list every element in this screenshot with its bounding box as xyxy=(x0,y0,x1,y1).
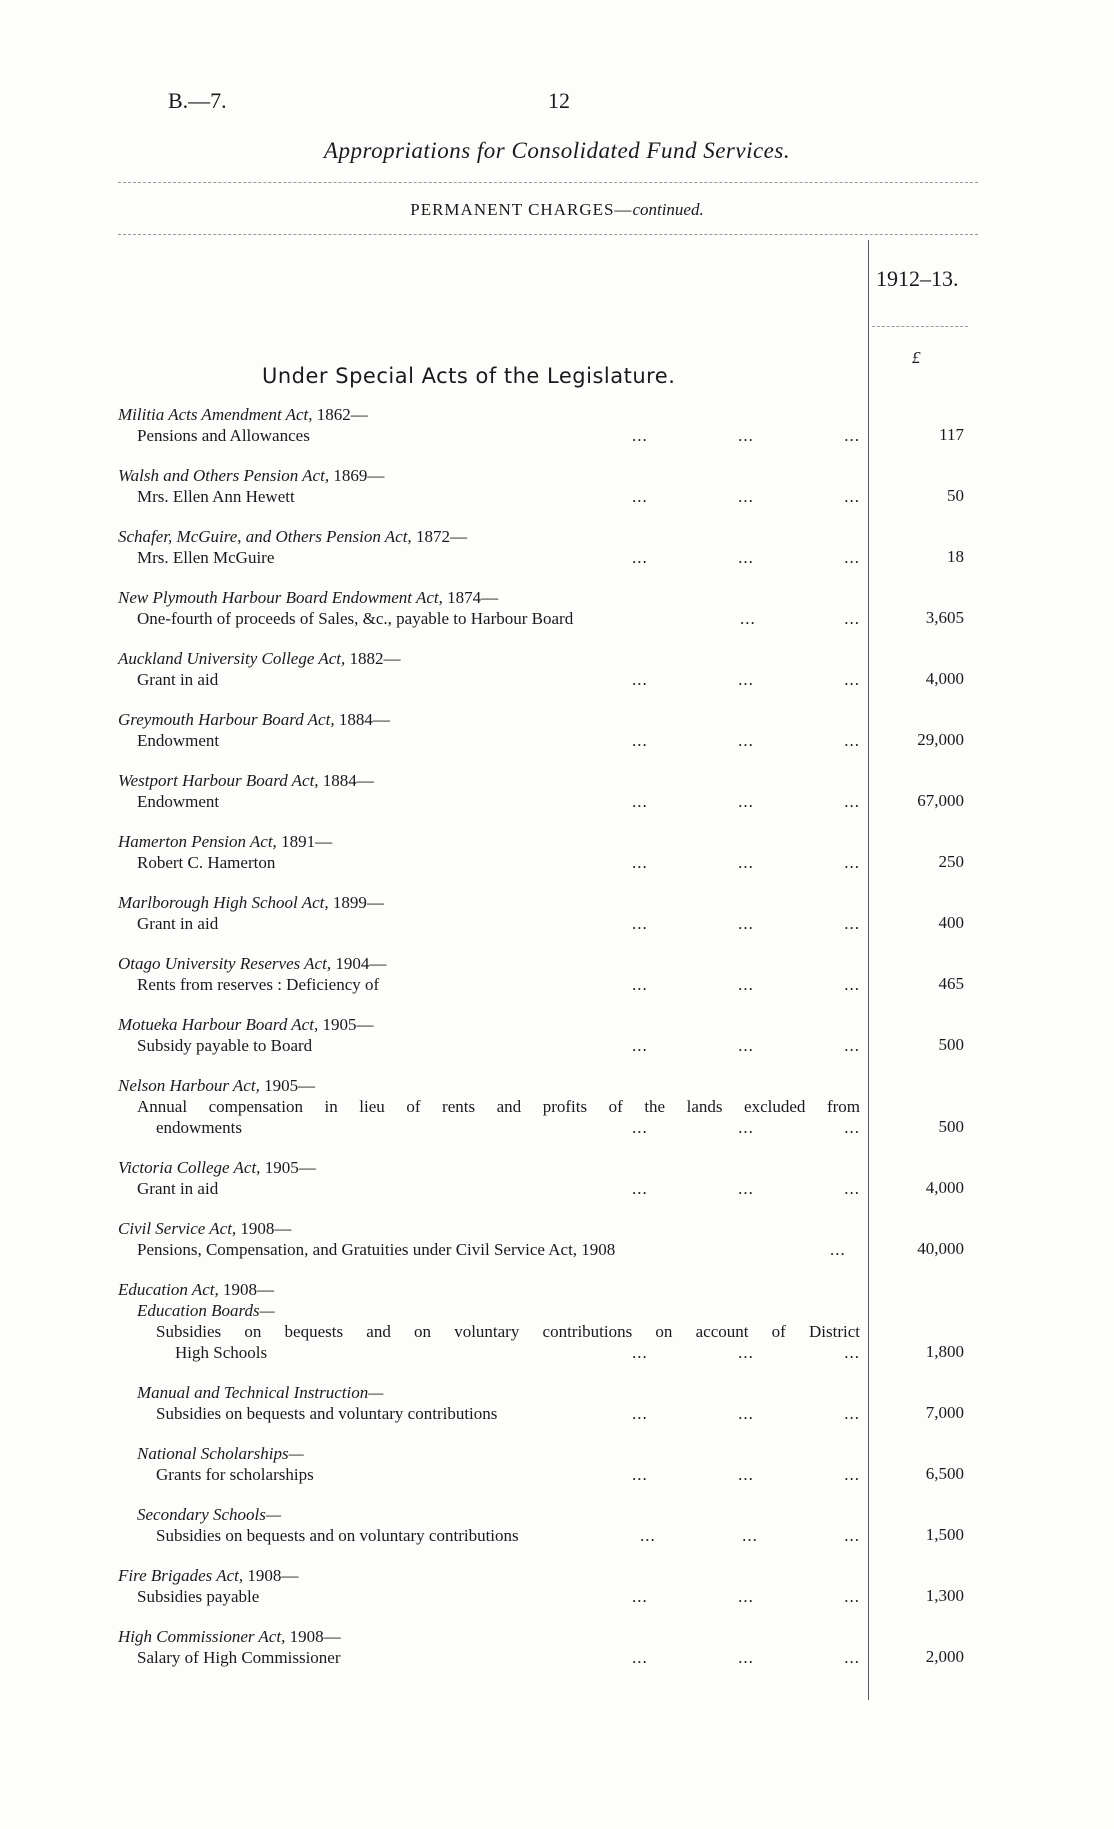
leader-dots: ... ... ... xyxy=(632,1118,860,1137)
act-title xyxy=(118,709,860,730)
page-subtitle xyxy=(0,200,1114,220)
act-title xyxy=(118,1279,860,1300)
leader-dots: ... ... ... xyxy=(632,1343,860,1362)
amount: 400 xyxy=(938,913,964,932)
sub-heading: Manual and Technical Instruction— xyxy=(137,1383,384,1402)
act-title xyxy=(118,1075,860,1096)
year-column-header: 1912–13. xyxy=(876,266,959,291)
leader-dots: ... ... ... xyxy=(632,1179,860,1198)
act-year: 1884— xyxy=(338,710,390,729)
leader-dots: ... ... ... xyxy=(632,914,860,933)
act-year: 1904— xyxy=(335,954,387,973)
act-name: Auckland University College Act, xyxy=(118,649,346,668)
appropriation-entry xyxy=(118,1504,860,1546)
item-text: Subsidies payable xyxy=(137,1587,260,1606)
act-title xyxy=(118,892,860,913)
act-year: 1874— xyxy=(447,588,499,607)
act-title xyxy=(118,1157,860,1178)
item-text: Mrs. Ellen Ann Hewett xyxy=(137,487,295,506)
leader-dots: ... ... ... xyxy=(632,548,860,567)
leader-dots: ... ... ... xyxy=(632,731,860,750)
subtitle-rule xyxy=(118,234,978,235)
pound-sign: £ xyxy=(912,348,921,367)
leader-dots: ... ... ... xyxy=(632,792,860,811)
amount: 1,500 xyxy=(925,1525,964,1544)
leader-dots: ... ... ... xyxy=(632,487,860,506)
item-text: Grant in aid xyxy=(137,914,219,933)
subtitle-continued: continued. xyxy=(632,200,704,219)
act-name: Otago University Reserves Act, xyxy=(118,954,332,973)
item-text: Salary of High Commissioner xyxy=(137,1648,341,1667)
act-year: 1884— xyxy=(322,771,374,790)
act-year: 1899— xyxy=(332,893,384,912)
act-title xyxy=(118,526,860,547)
act-title xyxy=(118,770,860,791)
amount: 500 xyxy=(938,1117,964,1136)
appropriation-entry xyxy=(118,1075,860,1138)
item-text: Robert C. Hamerton xyxy=(137,853,276,872)
act-name: Schafer, McGuire, and Others Pension Act, xyxy=(118,527,412,546)
act-name: New Plymouth Harbour Board Endowment Act, xyxy=(118,588,443,607)
appropriation-entry xyxy=(118,709,860,751)
act-year: 1908— xyxy=(289,1627,341,1646)
act-name: Marlborough High School Act, xyxy=(118,893,329,912)
item-text: Pensions, Compensation, and Gratuities under Civil Service Act, 1908 xyxy=(137,1240,616,1259)
appropriation-entry xyxy=(118,1565,860,1607)
page-title: Appropriations for Consolidated Fund Services. xyxy=(323,138,791,163)
act-title xyxy=(118,831,860,852)
act-name: High Commissioner Act, xyxy=(118,1627,286,1646)
act-name: Nelson Harbour Act, xyxy=(118,1076,260,1095)
item-text: One-fourth of proceeds of Sales, &c., payable to Harbour Board xyxy=(137,609,574,628)
amount: 40,000 xyxy=(917,1239,964,1258)
section-title: Under Special Acts of the Legislature. xyxy=(262,364,676,388)
act-name: Civil Service Act, xyxy=(118,1219,237,1238)
act-name: Education Act, xyxy=(118,1280,219,1299)
act-title xyxy=(118,404,860,425)
item-text: Subsidies on bequests and on voluntary contributions xyxy=(156,1526,519,1545)
leader-dots: ... ... ... xyxy=(632,1465,860,1484)
item-text: Subsidy payable to Board xyxy=(137,1036,313,1055)
item-text: Grants for scholarships xyxy=(156,1465,314,1484)
act-title xyxy=(118,465,860,486)
act-year: 1891— xyxy=(281,832,333,851)
page-reference: B.—7. xyxy=(168,88,227,113)
item-text: Rents from reserves : Deficiency of xyxy=(137,975,380,994)
item-text: Subsidies on bequests and on voluntary contributions on account of District xyxy=(156,1322,860,1341)
act-title xyxy=(118,648,860,669)
subtitle-main: PERMANENT CHARGES— xyxy=(410,200,633,219)
item-text: Grant in aid xyxy=(137,1179,219,1198)
act-title xyxy=(118,1626,860,1647)
leader-dots: ... ... ... xyxy=(640,1526,860,1545)
amount: 3,605 xyxy=(925,608,964,627)
amount: 18 xyxy=(947,547,964,566)
act-title xyxy=(118,953,860,974)
act-name: Fire Brigades Act, xyxy=(118,1566,244,1585)
appropriation-entry xyxy=(118,587,860,629)
appropriation-entry xyxy=(118,1626,860,1668)
item-text: Subsidies on bequests and voluntary contributions xyxy=(156,1404,498,1423)
act-name: Westport Harbour Board Act, xyxy=(118,771,319,790)
appropriation-entry xyxy=(118,1218,860,1260)
act-year: 1905— xyxy=(264,1158,316,1177)
amount: 7,000 xyxy=(925,1403,964,1422)
leader-dots: ... ... ... xyxy=(632,853,860,872)
appropriation-entry xyxy=(118,1443,860,1485)
item-text: Grant in aid xyxy=(137,670,219,689)
amount: 2,000 xyxy=(925,1647,964,1666)
amount: 67,000 xyxy=(917,791,964,810)
act-name: Victoria College Act, xyxy=(118,1158,261,1177)
appropriation-entry xyxy=(118,1382,860,1424)
amount: 4,000 xyxy=(925,1178,964,1197)
appropriation-entry xyxy=(118,648,860,690)
sub-heading: National Scholarships— xyxy=(137,1444,304,1463)
leader-dots: ... ... ... xyxy=(632,1036,860,1055)
year-rule xyxy=(872,326,968,327)
appropriation-entry xyxy=(118,465,860,507)
amount: 500 xyxy=(938,1035,964,1054)
item-text: Endowment xyxy=(137,731,220,750)
act-year: 1869— xyxy=(333,466,385,485)
leader-dots: ... ... ... xyxy=(632,670,860,689)
leader-dots: ... ... ... xyxy=(632,1587,860,1606)
act-name: Greymouth Harbour Board Act, xyxy=(118,710,335,729)
act-year: 1908— xyxy=(222,1280,274,1299)
item-text-continued: High Schools xyxy=(175,1343,268,1362)
appropriation-entry xyxy=(118,831,860,873)
act-year: 1862— xyxy=(316,405,368,424)
act-year: 1908— xyxy=(247,1566,299,1585)
act-year: 1905— xyxy=(264,1076,316,1095)
act-year: 1872— xyxy=(415,527,467,546)
appropriation-entry xyxy=(118,526,860,568)
act-name: Walsh and Others Pension Act, xyxy=(118,466,330,485)
column-divider xyxy=(868,240,869,1700)
amount: 29,000 xyxy=(917,730,964,749)
act-name: Militia Acts Amendment Act, xyxy=(118,405,313,424)
act-year: 1908— xyxy=(240,1219,292,1238)
leader-dots: ... ... xyxy=(740,609,860,628)
appropriation-entry xyxy=(118,1014,860,1056)
leader-dots: ... ... ... xyxy=(632,975,860,994)
leader-dots: ... ... ... xyxy=(632,426,860,445)
act-title xyxy=(118,1014,860,1035)
appropriation-entry xyxy=(118,1279,860,1363)
appropriation-entry xyxy=(118,770,860,812)
appropriation-entry xyxy=(118,1157,860,1199)
act-name: Motueka Harbour Board Act, xyxy=(118,1015,319,1034)
amount: 1,800 xyxy=(925,1342,964,1361)
act-title xyxy=(118,1218,860,1239)
act-title xyxy=(118,587,860,608)
sub-heading: Secondary Schools— xyxy=(137,1505,282,1524)
amount: 4,000 xyxy=(925,669,964,688)
title-rule xyxy=(118,182,978,183)
act-title xyxy=(118,1565,860,1586)
appropriation-entry xyxy=(118,953,860,995)
appropriation-entry xyxy=(118,404,860,446)
item-text: Mrs. Ellen McGuire xyxy=(137,548,275,567)
amount: 117 xyxy=(939,425,964,444)
item-text: Pensions and Allowances xyxy=(137,426,310,445)
act-name: Hamerton Pension Act, xyxy=(118,832,277,851)
amount: 250 xyxy=(938,852,964,871)
leader-dots: ... ... ... xyxy=(632,1648,860,1667)
leader-dots: ... ... ... xyxy=(632,1404,860,1423)
amount: 50 xyxy=(947,486,964,505)
act-year: 1905— xyxy=(322,1015,374,1034)
appropriation-entry xyxy=(118,892,860,934)
item-text: Annual compensation in lieu of rents and profits of the lands excluded from xyxy=(137,1097,860,1116)
amount: 465 xyxy=(938,974,964,993)
sub-heading: Education Boards— xyxy=(137,1301,275,1320)
act-year: 1882— xyxy=(349,649,401,668)
amount: 6,500 xyxy=(925,1464,964,1483)
leader-dots: ... xyxy=(830,1239,860,1260)
item-text: Endowment xyxy=(137,792,220,811)
amount: 1,300 xyxy=(925,1586,964,1605)
page-number: 12 xyxy=(548,88,570,113)
item-text-continued: endowments xyxy=(156,1118,242,1137)
